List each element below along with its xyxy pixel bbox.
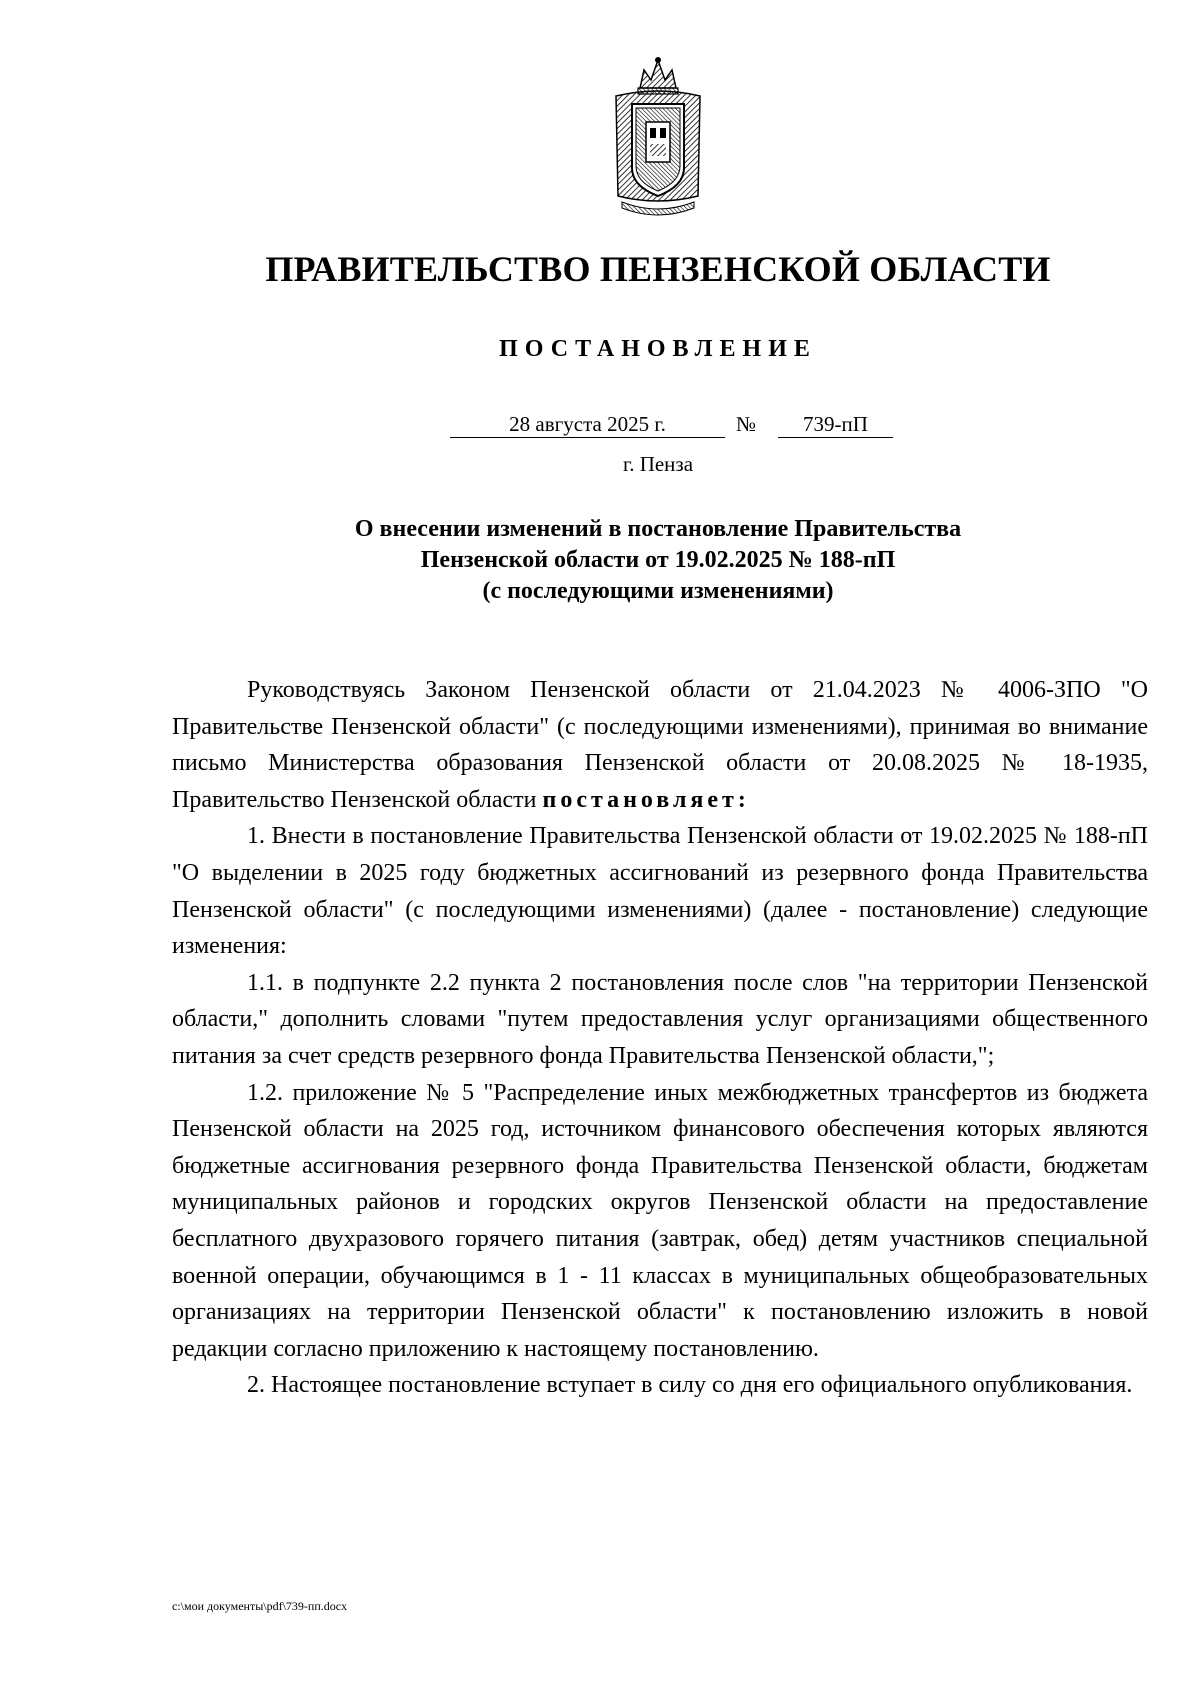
document-subject — [0, 514, 1200, 607]
item-1: 1. Внести в постановление Правительства Пензенской области от 19.02.2025 № 188-пП "О выделении в 2025 году бюджетных ассигнований из резервного фонда Правительства Пензенской области" (с последующими изменениями) (далее - постановление) следующие изменения: — [172, 823, 1148, 960]
subject-line-1: О внесении изменений в постановление Правительства — [354, 516, 962, 542]
document-body — [172, 672, 1148, 1404]
document-type: ПОСТАНОВЛЕНИЕ — [499, 336, 817, 362]
subject-line-3: (с последующими изменениями) — [482, 578, 834, 604]
preamble-text: Руководствуясь Законом Пензенской области от 21.04.2023 № 4006-ЗПО "О Правительстве Пензенской области" (с последующими изменениями), принимая во внимание письмо Министерства образования Пензенской области от 20.08.2025 № 18-1935, Правительство Пензенской области — [172, 677, 1148, 813]
document-date: 28 августа 2025 г. — [450, 411, 725, 438]
coat-of-arms-icon — [610, 56, 706, 216]
resolves-word: постановляет: — [542, 786, 750, 813]
item-1-1: 1.1. в подпункте 2.2 пункта 2 постановления после слов "на территории Пензенской области," дополнить словами "путем предоставления услуг организациями общественного питания за счет средств резервного фонда Правительства Пензенской области,"; — [172, 969, 1148, 1069]
number-sign: № — [736, 412, 757, 436]
city: г. Пенза — [622, 452, 694, 476]
preamble-paragraph — [172, 672, 1148, 818]
item-1-2: 1.2. приложение № 5 "Распределение иных межбюджетных трансфертов из бюджета Пензенской области на 2025 год, источником финансового обеспечения которых являются бюджетные ассигнования резервного фонда Правительства Пензенской области, бюджетам муниципальных районов и городских округов Пензенской области на предоставление бесплатного двухразового горячего питания (завтрак, обед) детям участников специальной военной операции, обучающимся в 1 - 11 классах в муниципальных общеобразовательных организациях на территории Пензенской области" к постановлению изложить в новой редакции согласно приложению к настоящему постановлению. — [172, 1079, 1148, 1362]
file-path-footer: c:\мои документы\pdf\739-пп.docx — [172, 1599, 348, 1613]
subject-line-2: Пензенской области от 19.02.2025 № 188-пП — [420, 547, 896, 573]
item-2: 2. Настоящее постановление вступает в силу со дня его официального опубликования. — [247, 1372, 1133, 1399]
government-title: ПРАВИТЕЛЬСТВО ПЕНЗЕНСКОЙ ОБЛАСТИ — [265, 249, 1051, 289]
document-number: 739-пП — [778, 411, 893, 438]
